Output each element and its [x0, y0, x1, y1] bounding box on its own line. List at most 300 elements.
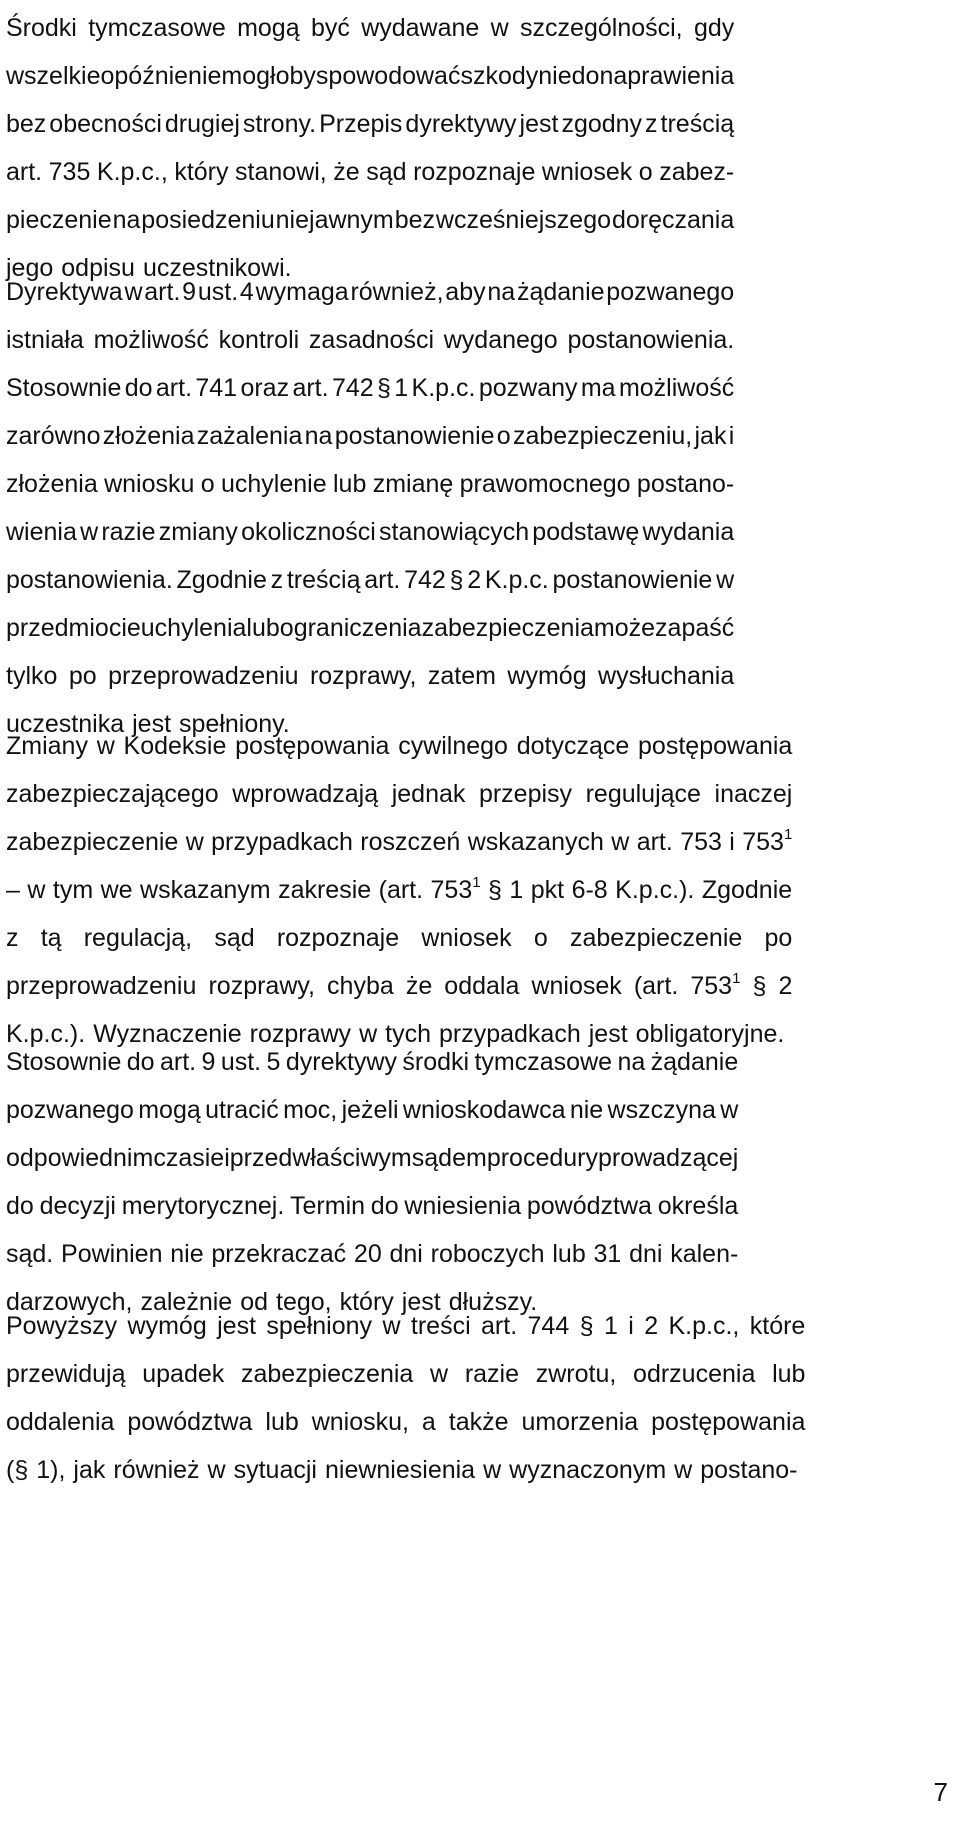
word: pozwanego	[606, 278, 735, 306]
word: przeprowadzeniu	[108, 662, 299, 690]
word: rozprawy,	[208, 972, 315, 1000]
word: odrzucenia	[633, 1360, 756, 1388]
word: 9	[182, 278, 197, 306]
word: prawomocnego	[459, 470, 631, 498]
word: 742	[331, 374, 374, 402]
word: w	[359, 1020, 378, 1048]
text-line	[6, 1134, 738, 1182]
word: a	[421, 1408, 436, 1436]
word: regulujące	[585, 780, 701, 808]
word: Zmiany	[6, 732, 88, 760]
word: tych	[385, 1020, 431, 1048]
word: rozpoznaje	[276, 924, 400, 952]
word: $753^1$	[742, 825, 793, 856]
word: cywilnego	[398, 732, 508, 760]
word: być	[310, 14, 350, 42]
word: nie	[538, 62, 572, 90]
word: postępowania	[638, 732, 793, 760]
word: sąd	[366, 158, 407, 186]
word: do	[124, 374, 153, 402]
word: powództwa	[127, 1408, 253, 1436]
word: wniosek	[421, 924, 512, 952]
word: wprowadzają	[232, 780, 379, 808]
word: 6-8	[571, 876, 608, 904]
word: roszczeń	[360, 828, 461, 856]
word: razie	[101, 518, 156, 546]
word: zgodny	[561, 110, 643, 138]
word: jednak	[391, 780, 466, 808]
word: 1	[603, 1312, 618, 1340]
word: roboczych	[430, 1240, 545, 1268]
word: postano-	[636, 470, 735, 498]
word: utracić	[205, 1096, 279, 1124]
word: w	[674, 1456, 693, 1484]
word: na	[112, 206, 141, 234]
word: po	[68, 662, 97, 690]
word: drugiej	[164, 110, 240, 138]
word: (art.	[378, 876, 424, 904]
word: wskazanych	[467, 828, 604, 856]
word: wszelkie	[6, 62, 101, 90]
word: 31	[593, 1240, 622, 1268]
word: niejawnym	[275, 206, 394, 234]
word: stanowi,	[235, 158, 327, 186]
word: zabezpieczeniu,	[512, 422, 693, 450]
text-line	[6, 508, 734, 556]
word: wcześniejszego	[435, 206, 612, 234]
word: wymóg	[127, 1312, 207, 1340]
word: przedmiocie	[6, 614, 141, 642]
word: strony.	[242, 110, 317, 138]
word: dyrektywy	[405, 110, 517, 138]
word: 2	[467, 566, 482, 594]
word: treścią	[286, 566, 361, 594]
word: obecności	[49, 110, 162, 138]
word: jak	[694, 422, 727, 450]
word: określa	[657, 1192, 739, 1220]
word: i	[728, 422, 735, 450]
word: zarówno	[6, 422, 101, 450]
word: opóźnienie	[100, 62, 222, 90]
word: wniosek	[531, 972, 622, 1000]
word: szkody	[460, 62, 539, 90]
word: spowodować	[315, 62, 461, 90]
page-number: 7	[933, 1777, 948, 1807]
word: w	[27, 876, 46, 904]
word: razie	[464, 1360, 520, 1388]
word: oraz	[240, 374, 290, 402]
paragraph-4	[6, 1038, 738, 1326]
word: wnioskodawca	[402, 1096, 566, 1124]
word: Powinien	[61, 1240, 163, 1268]
word: tą	[40, 924, 62, 952]
word: nie	[569, 1096, 604, 1124]
word: art.	[364, 566, 401, 594]
word: Przepis	[319, 110, 403, 138]
text-line	[6, 866, 792, 914]
word: Wyznaczenie	[93, 1020, 242, 1048]
word: o	[496, 422, 511, 450]
word: 5	[266, 1048, 281, 1076]
word: jest	[401, 1288, 441, 1316]
word: postępowania	[235, 732, 390, 760]
word: inaczej	[714, 780, 793, 808]
word: sądem	[411, 1144, 487, 1172]
word: przewidują	[6, 1360, 126, 1388]
word: 753	[680, 828, 722, 856]
word: zwrotu,	[535, 1360, 617, 1388]
word: zabezpieczenie	[6, 828, 179, 856]
word: zapaść	[655, 614, 735, 642]
word: dyrektywy	[285, 1048, 397, 1076]
word: $753^1$	[690, 969, 741, 1000]
word: postanowienia.	[567, 326, 735, 354]
word: tym	[52, 876, 94, 904]
word: środki	[402, 1048, 470, 1076]
word: oddalenia	[6, 1408, 115, 1436]
word: rozpoznaje	[413, 158, 536, 186]
word: złożenia	[6, 470, 98, 498]
word: K.p.c.	[411, 374, 476, 402]
word: w	[207, 1456, 226, 1484]
word: zażalenia	[196, 422, 303, 450]
text-line	[6, 316, 734, 364]
text-line	[6, 1350, 806, 1398]
word: od	[240, 1288, 268, 1316]
word: wymóg	[507, 662, 587, 690]
word: rozprawy,	[309, 662, 417, 690]
text-line	[6, 100, 734, 148]
word: uczestnika	[6, 710, 125, 738]
word: K.p.c.).	[615, 876, 695, 904]
word: jak	[73, 1456, 106, 1484]
word: właściwym	[292, 1144, 412, 1172]
word: Zgodnie	[701, 876, 793, 904]
word: w	[483, 1456, 502, 1484]
word: zabezpieczenia	[240, 1360, 414, 1388]
word: naprawienia	[599, 62, 735, 90]
word: mogą	[138, 1096, 201, 1124]
word: 741	[195, 374, 238, 402]
word: wyznaczonym	[509, 1456, 667, 1484]
word: regulacją,	[83, 924, 193, 952]
word: lub	[246, 614, 280, 642]
word: art.	[292, 374, 329, 402]
word: 9	[201, 1048, 216, 1076]
word: Środki	[6, 14, 77, 42]
word: postano-	[700, 1456, 798, 1484]
word: pozwanego	[6, 1096, 134, 1124]
text-line	[6, 148, 734, 196]
text-line	[6, 460, 734, 508]
word: $753^1$	[430, 873, 481, 904]
text-line	[6, 770, 792, 818]
word: dni	[389, 1240, 423, 1268]
word: darzowych,	[6, 1288, 133, 1316]
word: bez	[6, 110, 47, 138]
word: Kodeksie	[123, 732, 227, 760]
word: przypadkach	[438, 1020, 581, 1048]
word: jego	[6, 254, 54, 282]
text-line	[6, 412, 734, 460]
word: pozwany	[478, 374, 578, 402]
word: zależnie	[140, 1288, 233, 1316]
word: (§	[6, 1456, 29, 1484]
word: procedury	[486, 1144, 598, 1172]
word: spełniony.	[179, 710, 290, 738]
word: zabezpieczenia	[421, 614, 594, 642]
word: Stosownie	[6, 374, 122, 402]
word: w	[80, 518, 99, 546]
word: Zgodnie	[176, 566, 267, 594]
word: decyzji	[39, 1192, 116, 1220]
word: przepisy	[478, 780, 573, 808]
word: w	[611, 828, 630, 856]
word: o	[200, 470, 215, 498]
paragraph-2	[6, 268, 734, 748]
word: stanowiących	[379, 518, 530, 546]
word: lub	[332, 470, 367, 498]
word: również,	[350, 278, 444, 306]
word: w	[185, 828, 204, 856]
word: mogłoby	[221, 62, 316, 90]
word: w	[490, 14, 509, 42]
word: istniała	[6, 326, 84, 354]
word: 742	[404, 566, 446, 594]
word: art.	[481, 1312, 518, 1340]
word: dłuższy.	[448, 1288, 538, 1316]
word: okoliczności	[241, 518, 376, 546]
word: w	[720, 1096, 739, 1124]
word: postanowienia.	[6, 566, 173, 594]
word: art.	[6, 158, 43, 186]
word: Dyrektywa	[6, 278, 123, 306]
word: również	[113, 1456, 200, 1484]
word: art.	[159, 1048, 197, 1076]
word: art.	[144, 278, 181, 306]
word: w	[382, 1312, 401, 1340]
word: jeżeli	[341, 1096, 399, 1124]
text-line	[6, 604, 734, 652]
text-line	[6, 1038, 738, 1086]
word: uczestnikowi.	[142, 254, 292, 282]
text-line	[6, 1398, 806, 1446]
text-line	[6, 1086, 738, 1134]
word: tymczasowe	[88, 14, 226, 42]
word: wienia	[6, 518, 77, 546]
word: §	[488, 876, 502, 904]
word: art.	[636, 828, 673, 856]
word: tylko	[6, 662, 58, 690]
word: Powyższy	[6, 1312, 118, 1340]
word: złożenia	[102, 422, 195, 450]
text-line	[6, 364, 734, 412]
word: i	[628, 1312, 634, 1340]
word: postanowienie	[334, 422, 495, 450]
word: w	[430, 1360, 449, 1388]
word: 20	[353, 1240, 382, 1268]
word: merytorycznej.	[121, 1192, 285, 1220]
word: do	[6, 1192, 34, 1220]
word: rozprawy	[249, 1020, 352, 1048]
word: w	[716, 566, 735, 594]
word: zmianę	[372, 470, 454, 498]
word: uchylenie	[221, 470, 327, 498]
text-line	[6, 1302, 806, 1350]
text-line	[6, 268, 734, 316]
word: dotyczące	[516, 732, 630, 760]
word: prowadzącej	[597, 1144, 739, 1172]
word: powództwa	[526, 1192, 652, 1220]
text-line	[6, 1182, 738, 1230]
word: wniesienia	[404, 1192, 522, 1220]
word: wydawane	[361, 14, 480, 42]
word: do	[370, 1192, 399, 1220]
word: jest	[519, 110, 559, 138]
word: §	[377, 374, 391, 402]
word: aby	[445, 278, 486, 306]
word: pieczenie	[6, 206, 112, 234]
word: chyba	[327, 972, 394, 1000]
word: 744	[527, 1312, 570, 1340]
word: tymczasowe	[474, 1048, 613, 1076]
word: postępowania	[651, 1408, 806, 1436]
text-line	[6, 962, 792, 1010]
word: doręczania	[611, 206, 735, 234]
word: uchylenia	[140, 614, 247, 642]
word: ust.	[220, 1048, 262, 1076]
word: Termin	[290, 1192, 366, 1220]
word: wskazanym	[140, 876, 271, 904]
word: 735	[48, 158, 91, 186]
paragraph-1	[6, 4, 734, 292]
text-line	[6, 652, 734, 700]
word: treści	[410, 1312, 471, 1340]
word: K.p.c.,	[96, 158, 168, 186]
word: bez	[394, 206, 435, 234]
word: przekraczać	[211, 1240, 347, 1268]
word: oddala	[444, 972, 520, 1000]
word: może	[593, 614, 656, 642]
word: po	[764, 924, 793, 952]
word: szczególności,	[520, 14, 683, 42]
word: tego,	[276, 1288, 332, 1316]
word: sytuacji	[233, 1456, 317, 1484]
word: lub	[265, 1408, 299, 1436]
word: że	[405, 972, 433, 1000]
word: 2	[644, 1312, 659, 1340]
word: postanowienie	[552, 566, 713, 594]
word: kalen-	[670, 1240, 739, 1268]
word: i	[224, 1144, 230, 1172]
word: pkt	[530, 876, 565, 904]
text-line	[6, 4, 734, 52]
word: 1),	[36, 1456, 66, 1484]
word: zmiany	[158, 518, 238, 546]
word: dni	[629, 1240, 663, 1268]
word: i	[729, 828, 735, 856]
word: (art.	[633, 972, 679, 1000]
text-line	[6, 1446, 806, 1494]
word: wniosek	[541, 158, 633, 186]
word: możliwość	[93, 326, 209, 354]
word: niewniesienia	[324, 1456, 476, 1484]
word: czasie	[153, 1144, 225, 1172]
word: możliwość	[618, 374, 735, 402]
word: zabez-	[659, 158, 735, 186]
word: mogą	[237, 14, 300, 42]
word: moc,	[283, 1096, 338, 1124]
word: żądanie	[516, 278, 605, 306]
word: 1	[509, 876, 524, 904]
word: treścią	[660, 110, 735, 138]
word: o	[638, 158, 653, 186]
word: 2	[778, 972, 793, 1000]
word: umorzenia	[521, 1408, 639, 1436]
word: wniosku	[104, 470, 195, 498]
text-line	[6, 1230, 738, 1278]
word: nie	[170, 1240, 204, 1268]
word: także	[448, 1408, 509, 1436]
word: odpowiednim	[6, 1144, 154, 1172]
text-line	[6, 722, 792, 770]
word: Stosownie	[6, 1048, 122, 1076]
word: obligatoryjne.	[635, 1020, 785, 1048]
word: jest	[132, 710, 172, 738]
word: z	[6, 924, 19, 952]
word: ograniczenia	[279, 614, 422, 642]
word: z	[645, 110, 658, 138]
word: spełniony	[266, 1312, 373, 1340]
word: podstawę	[532, 518, 640, 546]
word: sąd	[214, 924, 255, 952]
word: który	[339, 1288, 394, 1316]
word: do	[126, 1048, 155, 1076]
word: na	[487, 278, 516, 306]
word: jest	[217, 1312, 257, 1340]
word: wymaga	[255, 278, 349, 306]
word: zatem	[427, 662, 496, 690]
word: o	[533, 924, 548, 952]
word: wszczyna	[607, 1096, 716, 1124]
word: który	[174, 158, 229, 186]
text-line	[6, 818, 792, 866]
word: na	[617, 1048, 646, 1076]
word: K.p.c.,	[668, 1312, 740, 1340]
word: we	[100, 876, 133, 904]
word: wydanego	[443, 326, 558, 354]
word: sąd.	[6, 1240, 54, 1268]
word: żądanie	[650, 1048, 739, 1076]
word: –	[6, 876, 20, 904]
text-line	[6, 196, 734, 244]
word: wniosku,	[311, 1408, 409, 1436]
word: przypadkach	[211, 828, 353, 856]
paragraph-5	[6, 1302, 806, 1494]
text-line	[6, 556, 734, 604]
word: ust.	[197, 278, 239, 306]
word: odpisu	[61, 254, 135, 282]
paragraph-3	[6, 722, 792, 1058]
word: §	[752, 972, 767, 1000]
word: K.p.c.	[484, 566, 549, 594]
word: do	[571, 62, 600, 90]
word: K.p.c.).	[6, 1020, 86, 1048]
word: 1	[394, 374, 409, 402]
word: jest	[588, 1020, 628, 1048]
word: zabezpieczenie	[569, 924, 743, 952]
word: ma	[580, 374, 616, 402]
